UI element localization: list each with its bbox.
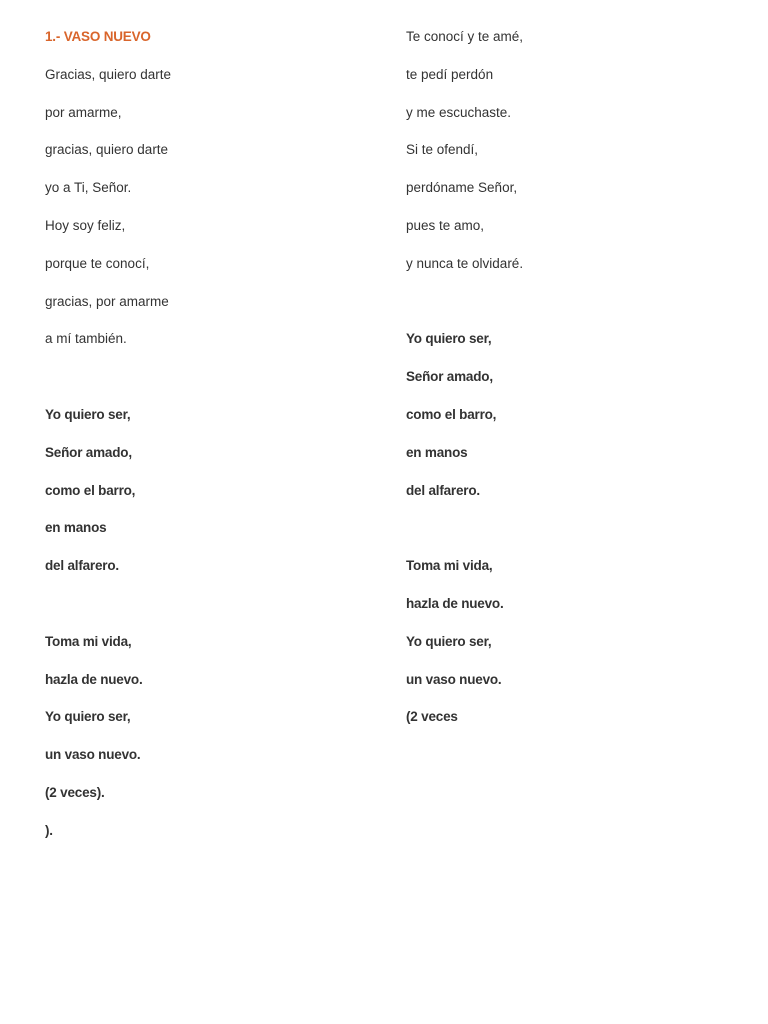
chorus-line: un vaso nuevo. bbox=[406, 671, 502, 687]
verse-line: por amarme, bbox=[45, 104, 122, 120]
chorus-line: Señor amado, bbox=[406, 369, 493, 385]
left-column bbox=[45, 27, 375, 859]
verse-line: pues te amo, bbox=[406, 217, 485, 233]
chorus-line: en manos bbox=[45, 520, 107, 536]
chorus-line: Señor amado, bbox=[45, 444, 132, 460]
verse-line: Te conocí y te amé, bbox=[406, 29, 524, 44]
stanza-break bbox=[406, 518, 736, 556]
verse-line: a mí también. bbox=[45, 331, 127, 347]
verse-line: Si te ofendí, bbox=[406, 142, 479, 158]
verse-line: Hoy soy feliz, bbox=[45, 217, 126, 233]
verse-line: Gracias, quiero darte bbox=[45, 66, 172, 82]
chorus-line: en manos bbox=[406, 444, 468, 460]
chorus-line: Yo quiero ser, bbox=[45, 406, 131, 422]
chorus-line: Yo quiero ser, bbox=[45, 709, 131, 725]
chorus-line: como el barro, bbox=[406, 406, 497, 422]
verse-line: gracias, por amarme bbox=[45, 293, 169, 309]
verse-line: y nunca te olvidaré. bbox=[406, 255, 524, 271]
verse-line: porque te conocí, bbox=[45, 255, 150, 271]
chorus-line: ). bbox=[45, 822, 53, 838]
chorus-line: del alfarero. bbox=[406, 482, 480, 498]
chorus-line: Toma mi vida, bbox=[45, 633, 132, 649]
chorus-line: del alfarero. bbox=[45, 558, 119, 574]
verse-line: te pedí perdón bbox=[406, 66, 494, 82]
song-title: 1.- VASO NUEVO bbox=[45, 29, 151, 44]
chorus-line: hazla de nuevo. bbox=[45, 671, 143, 687]
verse-line: yo a Ti, Señor. bbox=[45, 180, 132, 196]
right-column bbox=[406, 27, 736, 745]
chorus-line: hazla de nuevo. bbox=[406, 595, 504, 611]
chorus-line: (2 veces bbox=[406, 709, 458, 725]
chorus-line: un vaso nuevo. bbox=[45, 747, 141, 763]
chorus-line: Yo quiero ser, bbox=[406, 331, 492, 347]
verse-line: y me escuchaste. bbox=[406, 104, 512, 120]
stanza-break bbox=[45, 367, 375, 405]
stanza-break bbox=[45, 594, 375, 632]
chorus-line: Yo quiero ser, bbox=[406, 633, 492, 649]
chorus-line: Toma mi vida, bbox=[406, 558, 493, 574]
verse-line: gracias, quiero darte bbox=[45, 142, 169, 158]
chorus-line: como el barro, bbox=[45, 482, 136, 498]
verse-line: perdóname Señor, bbox=[406, 180, 518, 196]
chorus-line: (2 veces). bbox=[45, 784, 105, 800]
stanza-break bbox=[406, 292, 736, 330]
